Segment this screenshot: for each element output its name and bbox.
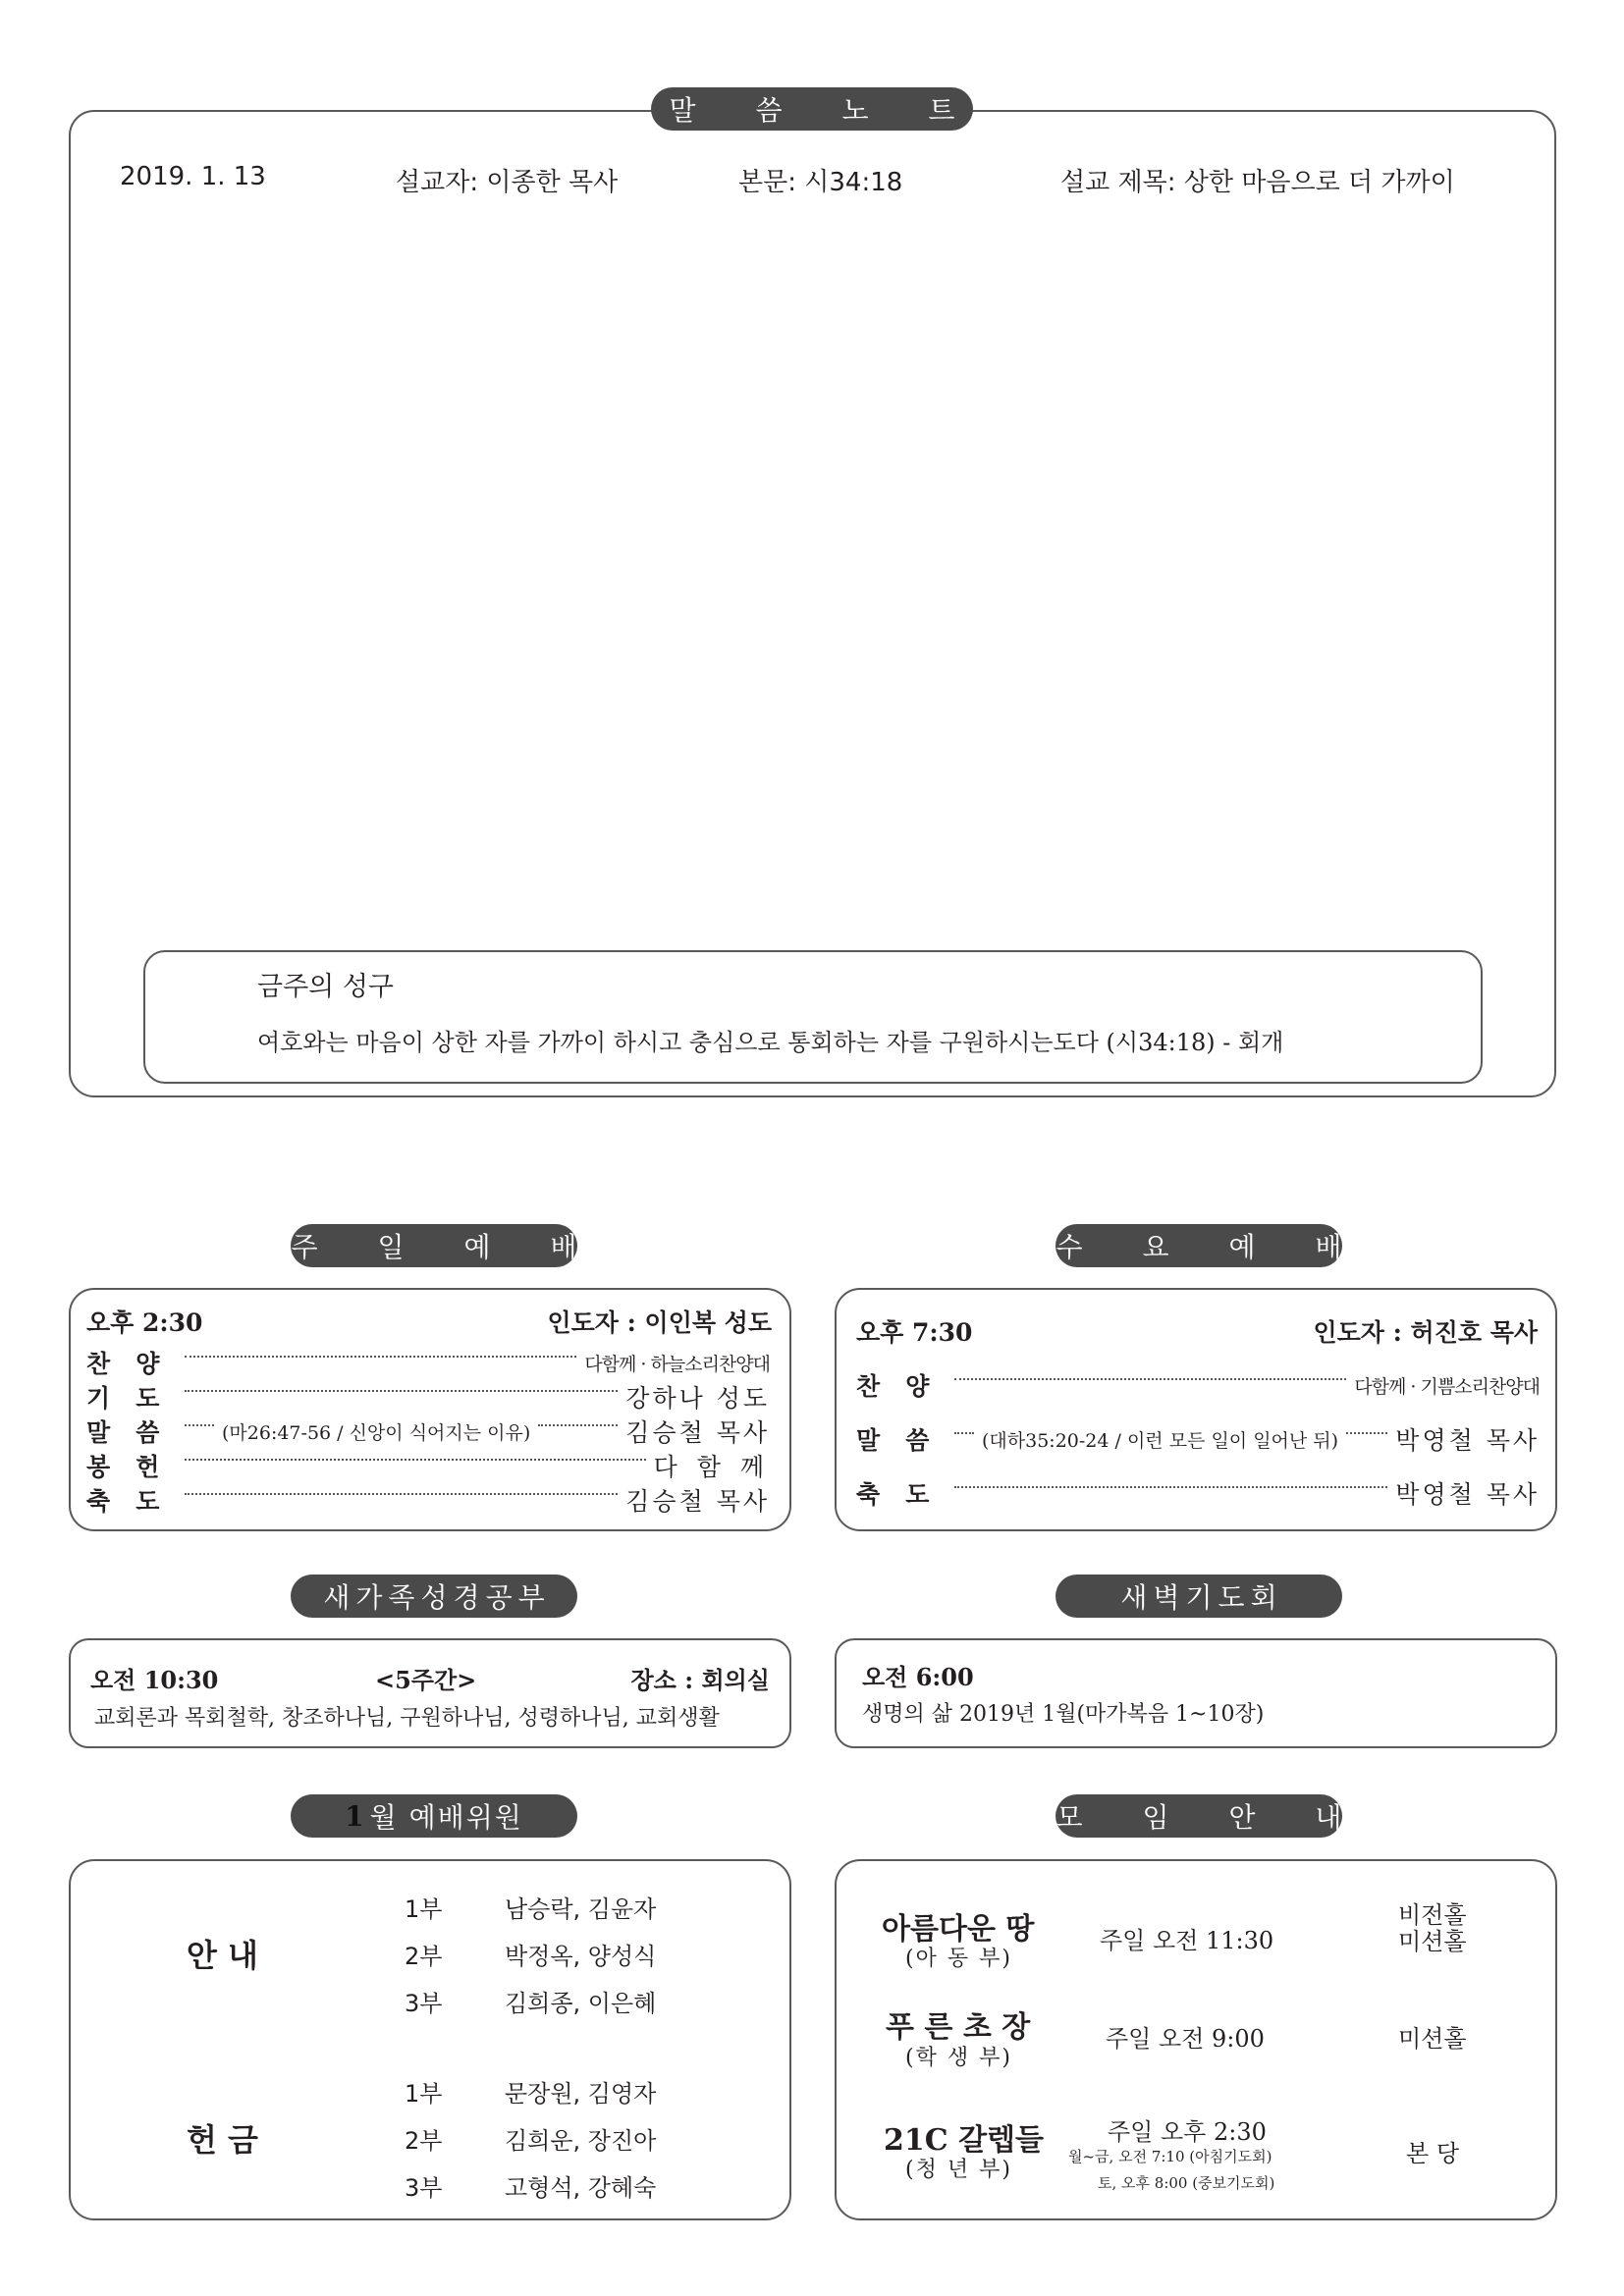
family-study-title: 새가족성경공부	[291, 1575, 577, 1618]
family-study-place: 장소 : 회의실	[630, 1666, 770, 1694]
family-study-duration: <5주간>	[375, 1666, 477, 1694]
dawn-prayer-title: 새벽기도회	[1056, 1575, 1342, 1618]
meetings-title: 모 임 안 내	[1056, 1794, 1342, 1838]
sunday-leader: 인도자 : 이인복 성도	[547, 1308, 772, 1337]
wednesday-item-benediction: 축 도 박영철 목사	[856, 1480, 1540, 1509]
meeting-time-children: 주일 오전 11:30	[1100, 1927, 1274, 1954]
meeting-time-youth-weekday: 월~금, 오전 7:10 (아침기도회)	[1068, 2148, 1272, 2165]
dawn-prayer-time: 오전 6:00	[862, 1663, 974, 1691]
sunday-item-prayer: 기 도 강하나 성도	[86, 1384, 770, 1413]
committee-offering-names-3: 고형석, 강혜숙	[505, 2174, 657, 2202]
meeting-time-youth-saturday: 토, 오후 8:00 (중보기도회)	[1098, 2174, 1275, 2192]
dawn-prayer-box	[835, 1638, 1557, 1748]
meeting-sub-students: (학 생 부)	[905, 2046, 1012, 2070]
committee-title: 1 월 예배위원	[291, 1794, 577, 1838]
committee-offering-part-3: 3부	[405, 2174, 443, 2202]
weekly-verse-heading: 금주의 성구	[257, 972, 394, 1002]
committee-group-offering: 헌 금	[187, 2121, 258, 2159]
committee-usher-part-1: 1부	[405, 1896, 443, 1923]
meeting-name-children: 아름다운 땅	[882, 1912, 1035, 1947]
meeting-place-children: 비전홀 미션홀	[1398, 1901, 1467, 1955]
committee-usher-names-2: 박정옥, 양성식	[505, 1943, 657, 1970]
committee-usher-part-3: 3부	[405, 1990, 443, 2017]
sunday-item-hymn: 찬 양 다함께 · 하늘소리찬양대	[86, 1350, 770, 1378]
wednesday-item-sermon: 말 씀 (대하35:20-24 / 이런 모든 일이 일어난 뒤) 박영철 목사	[856, 1426, 1540, 1455]
committee-offering-part-1: 1부	[405, 2080, 443, 2108]
sunday-time: 오후 2:30	[86, 1308, 203, 1337]
family-study-time: 오전 10:30	[90, 1666, 219, 1694]
meeting-time-students: 주일 오전 9:00	[1106, 2025, 1265, 2053]
sermon-date: 2019. 1. 13	[120, 162, 266, 191]
sermon-title: 설교 제목: 상한 마음으로 더 가까이	[1060, 168, 1455, 197]
meeting-name-youth: 21C 갈렙들	[884, 2123, 1045, 2158]
meeting-time-youth: 주일 오후 2:30	[1108, 2118, 1267, 2146]
wednesday-worship-title: 수 요 예 배	[1056, 1224, 1342, 1267]
meeting-place-youth: 본 당	[1406, 2140, 1459, 2167]
meeting-sub-children: (아 동 부)	[905, 1947, 1012, 1971]
meeting-name-students: 푸 른 초 장	[886, 2010, 1031, 2045]
sunday-item-offering: 봉 헌 다 함 께	[86, 1453, 770, 1481]
meeting-place-students: 미션홀	[1398, 2025, 1467, 2053]
sunday-item-sermon: 말 씀 (마26:47-56 / 신앙이 식어지는 이유) 김승철 목사	[86, 1418, 770, 1447]
sermon-note-title: 말 씀 노 트	[651, 87, 973, 131]
committee-group-usher: 안 내	[187, 1937, 258, 1974]
wednesday-item-hymn: 찬 양 다함께 · 기쁨소리찬양대	[856, 1372, 1540, 1401]
committee-usher-names-1: 남승락, 김윤자	[505, 1896, 657, 1923]
committee-usher-names-3: 김희종, 이은혜	[505, 1990, 657, 2017]
committee-usher-part-2: 2부	[405, 1943, 443, 1970]
committee-offering-names-2: 김희운, 장진아	[505, 2127, 657, 2155]
committee-offering-part-2: 2부	[405, 2127, 443, 2155]
committee-offering-names-1: 문장원, 김영자	[505, 2080, 657, 2108]
wednesday-leader: 인도자 : 허진호 목사	[1313, 1318, 1538, 1347]
sunday-item-benediction: 축 도 김승철 목사	[86, 1487, 770, 1516]
sermon-preacher: 설교자: 이종한 목사	[396, 168, 619, 197]
sermon-passage: 본문: 시34:18	[738, 168, 903, 197]
meeting-sub-youth: (청 년 부)	[905, 2158, 1012, 2182]
dawn-prayer-text: 생명의 삶 2019년 1월(마가복음 1~10장)	[862, 1702, 1265, 1727]
family-study-topics: 교회론과 목회철학, 창조하나님, 구원하나님, 성령하나님, 교회생활	[94, 1706, 720, 1731]
weekly-verse-text: 여호와는 마음이 상한 자를 가까이 하시고 충심으로 통회하는 자를 구원하시는도다 (시34:18) - 회개	[257, 1029, 1284, 1056]
wednesday-time: 오후 7:30	[856, 1318, 973, 1347]
sunday-worship-title: 주 일 예 배	[291, 1224, 577, 1267]
